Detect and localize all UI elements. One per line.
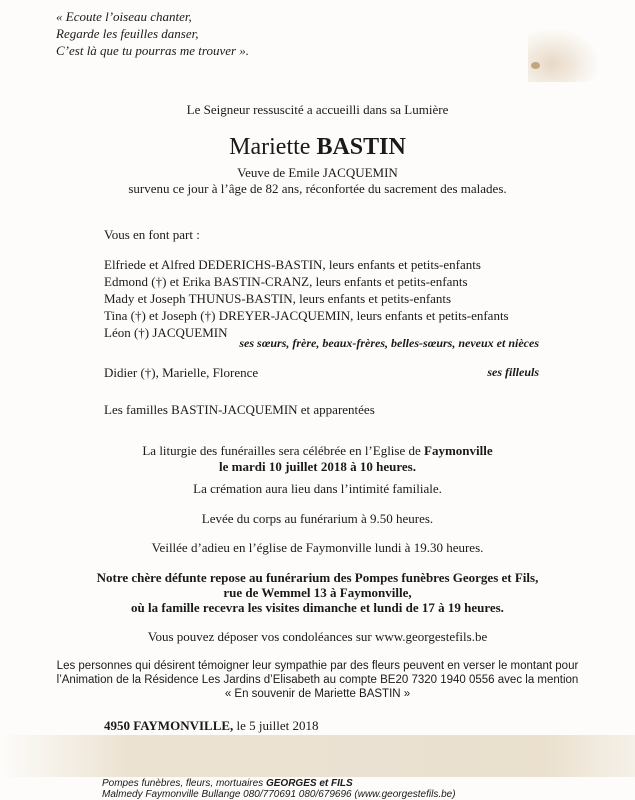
last-name: BASTIN [316, 134, 406, 160]
rest-line-2: rue de Wemmel 13 à Faymonville, [223, 585, 412, 600]
siblings-note: ses sœurs, frère, beaux-frères, belles-sœurs, neveux et nièces [239, 336, 539, 350]
godchildren: Didier (†), Marielle, Florence [104, 365, 259, 380]
death-details: survenu ce jour à l’âge de 82 ans, réconfortée du sacrement des malades. [128, 181, 507, 196]
widow-line: Veuve de Emile JACQUEMIN [237, 165, 398, 180]
decorative-bottom-band [0, 735, 635, 777]
funeral-home-footer [102, 778, 456, 800]
family-member: Léon (†) JACQUEMIN [104, 325, 228, 340]
poem-line: Regarde les feuilles danser, [56, 26, 199, 41]
poem-line: C’est là que tu pourras me trouver ». [56, 43, 250, 58]
deceased-name [0, 134, 635, 161]
footer-services: Pompes funèbres, fleurs, mortuaires [102, 778, 264, 789]
signoff-place: 4950 FAYMONVILLE, [104, 718, 234, 733]
donation-line: l’Animation de la Résidence Les Jardins d’Elisabeth au compte BE20 7320 1940 0556 avec la mention [56, 674, 579, 686]
family-list [104, 256, 509, 341]
footer-line-1 [102, 778, 456, 789]
rest-line-3: où la famille recevra les visites dimanche et lundi de 17 à 19 heures. [131, 600, 504, 615]
footer-company: GEORGES et FILS [265, 778, 353, 789]
signoff [104, 718, 319, 734]
rest-line-1: Notre chère défunte repose au funérarium des Pompes funèbres Georges et Fils, [96, 570, 539, 585]
condolences-line: Vous pouvez déposer vos condoléances sur www.georgestefils.be [147, 629, 488, 644]
family-member: Elfriede et Alfred DEDERICHS-BASTIN, leurs enfants et petits-enfants [104, 257, 481, 272]
family-member: Tina (†) et Joseph (†) DREYER-JACQUEMIN, leurs enfants et petits-enfants [104, 308, 509, 323]
announcement: Vous en font part : [104, 227, 200, 242]
signoff-date: le 5 juillet 2018 [236, 718, 319, 733]
religious-intro: Le Seigneur ressuscité a accueilli dans sa Lumière [186, 102, 449, 117]
footer-line-2: Malmedy Faymonville Bullange 080/770691 080/679696 (www.georgestefils.be) [102, 789, 456, 800]
family-member: Mady et Joseph THUNUS-BASTIN, leurs enfants et petits-enfants [104, 291, 452, 306]
levee-line: Levée du corps au funérarium à 9.50 heures. [201, 511, 434, 526]
liturgy-text: La liturgie des funérailles sera célébrée en l’Eglise de [142, 443, 421, 458]
donation-line: Les personnes qui désirent témoigner leur sympathie par des fleurs peuvent en verser le montant pour [56, 660, 579, 672]
funeral-date: le mardi 10 juillet 2018 à 10 heures. [219, 459, 416, 474]
vigil-line: Veillée d’adieu en l’église de Faymonville lundi à 19.30 heures. [151, 540, 484, 555]
opening-poem [56, 8, 249, 59]
paper-stain-spot [531, 62, 540, 69]
donation-line: « En souvenir de Mariette BASTIN » [224, 688, 411, 700]
paper-stain [528, 22, 608, 82]
godchildren-note: ses filleuls [487, 365, 539, 379]
first-name: Mariette [229, 134, 311, 160]
families-line: Les familles BASTIN-JACQUEMIN et apparentées [104, 402, 375, 417]
liturgy-place: Faymonville [424, 443, 493, 458]
cremation-line: La crémation aura lieu dans l’intimité familiale. [193, 481, 442, 496]
family-member: Edmond (†) et Erika BASTIN-CRANZ, leurs enfants et petits-enfants [104, 274, 468, 289]
donation-block [0, 659, 635, 701]
liturgy-line [0, 443, 635, 459]
poem-line: « Ecoute l’oiseau chanter, [56, 9, 192, 24]
